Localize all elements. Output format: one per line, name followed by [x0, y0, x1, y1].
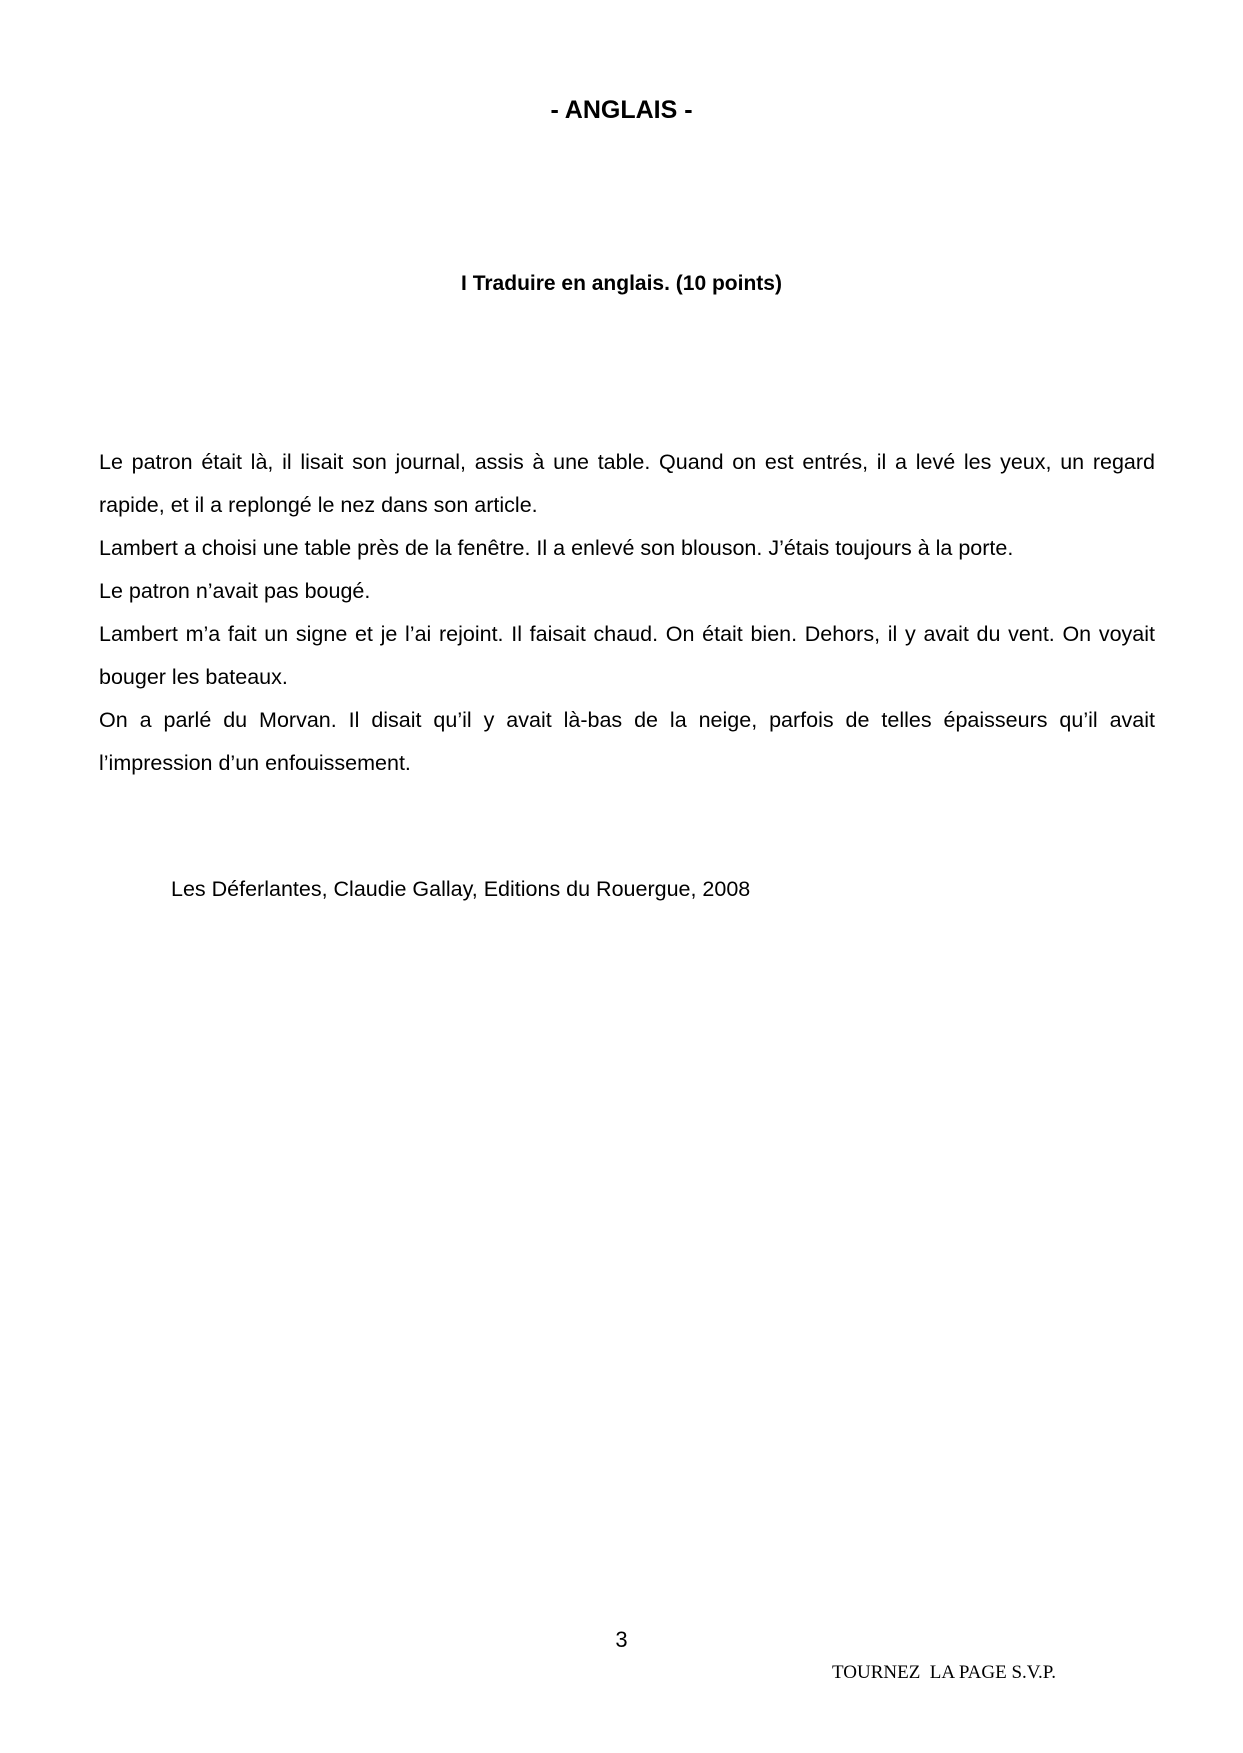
source-citation: Les Déferlantes, Claudie Gallay, Editions du Rouergue, 2008	[171, 877, 751, 901]
passage-paragraph: Le patron n’avait pas bougé.	[99, 579, 371, 603]
page-number: 3	[615, 1627, 628, 1652]
passage-paragraph: On a parlé du Morvan. Il disait qu’il y avait là-bas de la neige, parfois de telles épaisseurs qu’il avait l’impression d’un enfouissement.	[99, 708, 1155, 775]
page-title: - ANGLAIS -	[550, 96, 693, 124]
passage-paragraph: Le patron était là, il lisait son journal, assis à une table. Quand on est entrés, il a levé les yeux, un regard rapide, et il a replongé le nez dans son article.	[99, 450, 1155, 517]
turn-page-note: TOURNEZ LA PAGE S.V.P.	[832, 1662, 1057, 1683]
passage-paragraph: Lambert a choisi une table près de la fenêtre. Il a enlevé son blouson. J’étais toujours à la porte.	[99, 536, 1014, 560]
passage-text	[99, 441, 1155, 785]
passage-paragraph: Lambert m’a fait un signe et je l’ai rejoint. Il faisait chaud. On était bien. Dehors, il y avait du vent. On voyait bouger les bateaux.	[99, 622, 1155, 689]
section-heading: I Traduire en anglais. (10 points)	[461, 272, 782, 295]
